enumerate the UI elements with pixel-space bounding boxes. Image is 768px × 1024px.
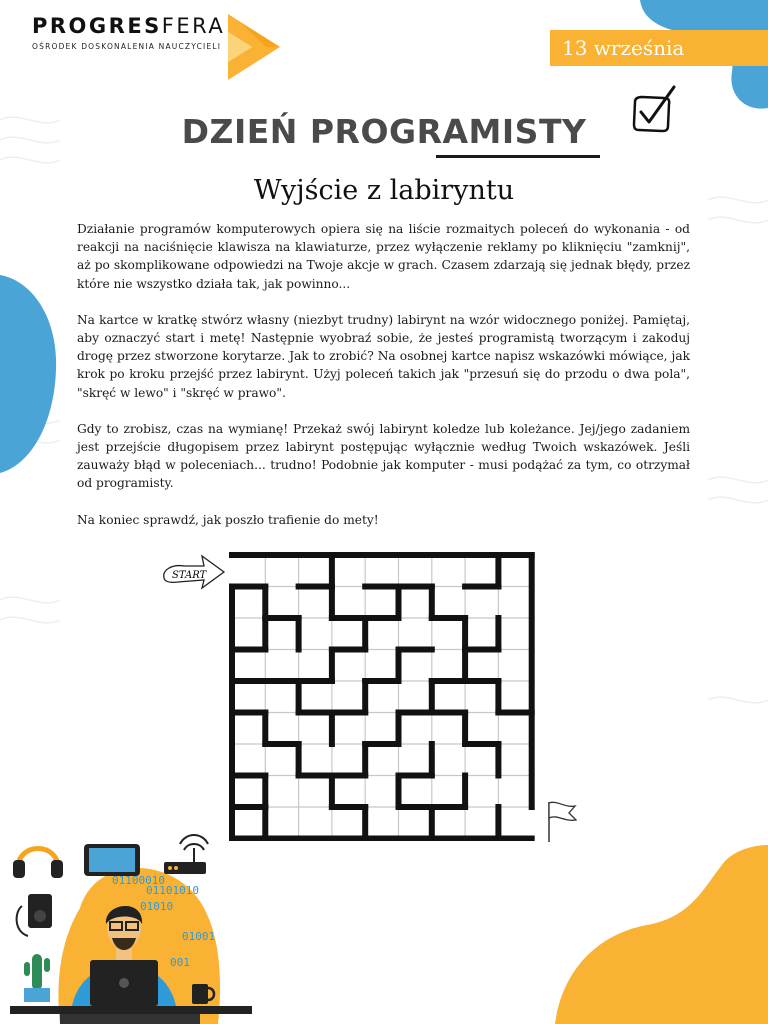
logo-wordmark [32, 14, 225, 38]
date-badge: 13 września [550, 30, 768, 66]
binary-line: 01001 [182, 930, 216, 943]
hard-drive-icon [17, 894, 52, 936]
paragraph-exchange: Gdy to zrobisz, czas na wymianę! Przekaż swój labirynt koledze lub koleżance. Jej/jego zadaniem jest przejście długopisem przez labirynt postępując wyłącznie według Twoich wskazówek. Jeśli zauważy błąd w poleceniach... trudno! Podobnie jak komputer - musi podążać za tym, co otrzymał od programisty. [77, 421, 690, 491]
title-underline [436, 155, 600, 158]
logo-tagline: OŚRODEK DOSKONALENIA NAUCZYCIELI [32, 42, 222, 51]
orange-blob-bottom-right [555, 845, 768, 1024]
progresfera-logo[interactable] [32, 14, 225, 51]
maze-grid [232, 555, 532, 839]
tablet-icon [84, 844, 140, 876]
logo-brand-light: FERA [161, 14, 226, 38]
maze[interactable] [228, 551, 536, 841]
start-arrow-icon [158, 548, 230, 594]
logo-brand-bold: PROGRES [32, 14, 162, 38]
paragraph-intro: Działanie programów komputerowych opiera się na liście rozmaitych poleceń do wykonania - od reakcji na naciśnięcie klawisza na klawiaturze, przez wyłączenie reklamy po kliknięciu "zamknij", aż po skomplikowane odpowiedzi na Twoje akcje w grach. Czasem zdarzają się jednak błędy, przez które nie wszystko działa tak, jak powinno... [77, 222, 690, 291]
cactus-icon [24, 954, 50, 1002]
finish-flag-icon [545, 800, 581, 844]
desk [10, 1006, 252, 1014]
binary-line: 01010 [140, 900, 174, 913]
laptop-icon [90, 960, 158, 1006]
binary-line: 01100010 [112, 874, 165, 887]
binary-line: 001 [170, 956, 190, 969]
instructions-text [77, 220, 690, 547]
programmer-illustration [0, 828, 260, 1024]
desk-front [60, 1014, 200, 1024]
paragraph-final: Na koniec sprawdź, jak poszło trafienie do mety! [77, 512, 379, 527]
logo-arrow-icon [226, 14, 282, 80]
router-icon [164, 835, 208, 874]
headphones-icon [13, 849, 63, 879]
start-label: START [172, 570, 207, 581]
page-subtitle: Wyjście z labiryntu [253, 175, 515, 206]
page-title: DZIEŃ PROGRAMISTY [181, 112, 587, 151]
blue-blob-left [0, 275, 62, 475]
binary-line: 01101010 [146, 884, 199, 897]
paragraph-task: Na kartce w kratkę stwórz własny (niezbyt trudny) labirynt na wzór widocznego poniżej. Pamiętaj, aby oznaczyć start i metę! Następnie wyobraź sobie, że jesteś programistą tworzącym i zakoduj drogę przez stworzone korytarze. Jak to zrobić? Na osobnej kartce napisz wskazówki mówiące, jak krok po kroku przejść przez labirynt. Użyj poleceń takich jak "przesuń się do przodu o dwa pola", "skręć w lewo" i "skręć w prawo". [77, 312, 690, 400]
maze-walls [232, 555, 532, 839]
